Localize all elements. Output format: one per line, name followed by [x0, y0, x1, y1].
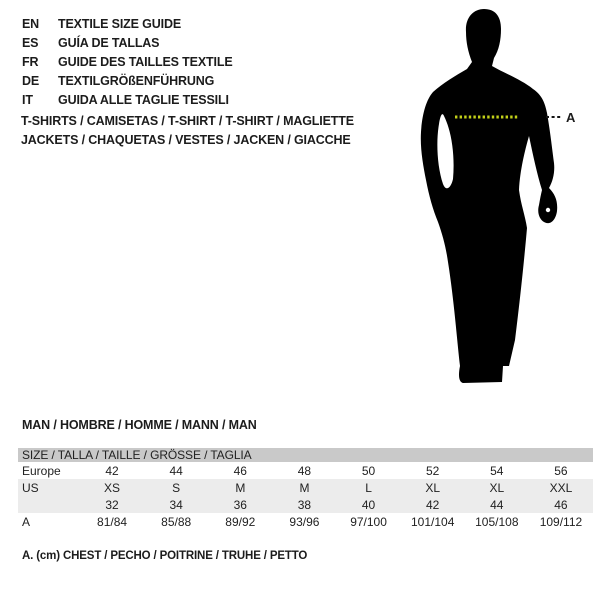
- size-table: [18, 448, 593, 530]
- language-code: ES: [22, 36, 39, 50]
- language-code: FR: [22, 55, 39, 69]
- cell: 109/112: [539, 514, 583, 529]
- language-code: IT: [22, 93, 33, 107]
- cell: M: [272, 479, 336, 496]
- cell: XL: [465, 479, 529, 496]
- row-label: US: [18, 479, 80, 496]
- language-list: [22, 15, 233, 110]
- cell: 42: [401, 496, 465, 513]
- row-label: [18, 496, 80, 513]
- measurement-footnote: A. (cm) CHEST / PECHO / POITRINE / TRUHE / PETTO: [22, 550, 308, 562]
- cell: 101/104: [410, 514, 455, 529]
- cell: 44: [169, 463, 183, 478]
- language-row-de: [22, 72, 233, 91]
- hand-highlight: [546, 208, 550, 212]
- table-row-europe: [18, 462, 593, 479]
- cell: M: [208, 479, 272, 496]
- cell: 46: [233, 463, 247, 478]
- cell: XS: [80, 479, 144, 496]
- cell: 81/84: [97, 514, 128, 529]
- language-label: GUÍA DE TALLAS: [58, 36, 160, 50]
- language-label: GUIDE DES TAILLES TEXTILE: [58, 55, 233, 69]
- category-lines: [21, 112, 354, 150]
- cell: 42: [105, 463, 119, 478]
- cell: L: [337, 479, 401, 496]
- cell: 36: [208, 496, 272, 513]
- measurement-label-a: A: [566, 110, 576, 125]
- cell: 40: [337, 496, 401, 513]
- language-row-es: [22, 34, 233, 53]
- man-silhouette-svg: [405, 0, 590, 405]
- cell: 50: [361, 463, 376, 478]
- cell: 52: [426, 463, 440, 478]
- cell: 34: [144, 496, 208, 513]
- cell: 44: [465, 496, 529, 513]
- cell: 89/92: [225, 514, 256, 529]
- cell: 32: [80, 496, 144, 513]
- section-title-man: MAN / HOMBRE / HOMME / MANN / MAN: [22, 418, 257, 432]
- cell: 85/88: [161, 514, 192, 529]
- cell: 46: [529, 496, 593, 513]
- cell: 97/100: [350, 514, 387, 529]
- category-line-jackets: JACKETS / CHAQUETAS / VESTES / JACKEN / GIACCHE: [21, 133, 351, 147]
- cell: 93/96: [289, 514, 320, 529]
- cell: XL: [401, 479, 465, 496]
- language-code: DE: [22, 74, 40, 88]
- table-row-chest-a: [18, 513, 593, 530]
- language-row-en: [22, 15, 233, 34]
- cell: XXL: [529, 479, 593, 496]
- cell: 38: [272, 496, 336, 513]
- cell: 105/108: [475, 514, 519, 529]
- category-line-tshirts: T-SHIRTS / CAMISETAS / T-SHIRT / T-SHIRT / MAGLIETTE: [21, 114, 354, 128]
- language-label: TEXTILE SIZE GUIDE: [58, 17, 182, 31]
- language-label: GUIDA ALLE TAGLIE TESSILI: [58, 93, 229, 107]
- row-label: A: [22, 514, 31, 529]
- row-label: Europe: [22, 463, 61, 478]
- man-silhouette-shape: [421, 9, 557, 383]
- man-silhouette-figure: [405, 0, 590, 405]
- size-table-header: SIZE / TALLA / TAILLE / GRÖSSE / TAGLIA: [18, 448, 593, 462]
- cell: 56: [554, 463, 568, 478]
- cell: 54: [490, 463, 504, 478]
- cell: 48: [297, 463, 312, 478]
- language-row-fr: [22, 53, 233, 72]
- language-row-it: [22, 91, 233, 110]
- size-table-header-row: [18, 448, 593, 462]
- table-row-us-numeric: [18, 496, 593, 513]
- table-row-us: [18, 479, 593, 496]
- cell: S: [144, 479, 208, 496]
- language-label: TEXTILGRÖßENFÜHRUNG: [58, 74, 215, 88]
- language-code: EN: [22, 17, 40, 31]
